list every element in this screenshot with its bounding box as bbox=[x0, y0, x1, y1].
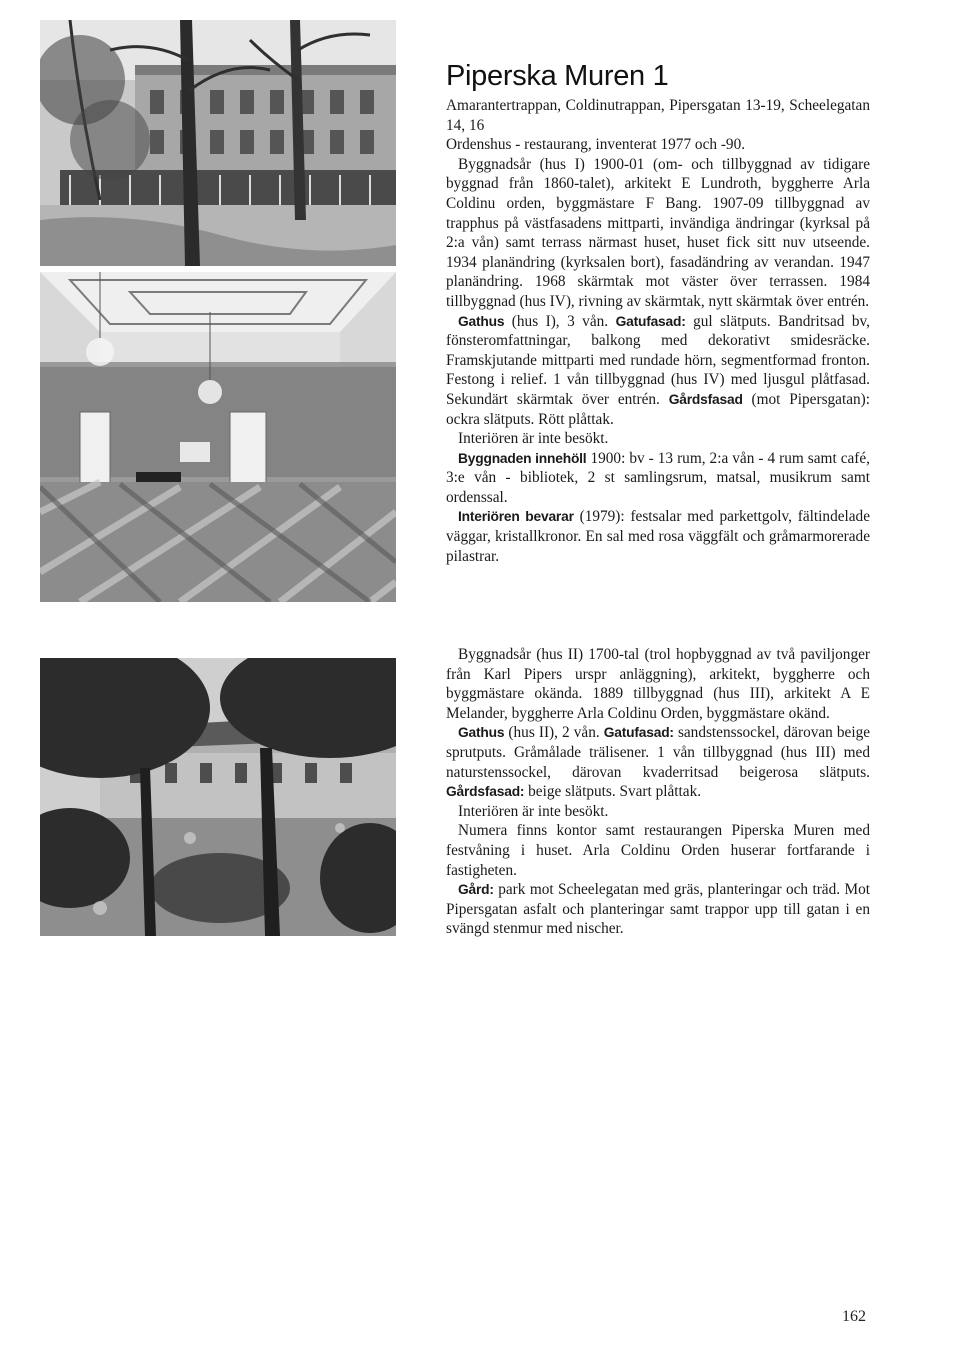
gardsfasad-label: Gårdsfasad bbox=[668, 391, 743, 407]
current-use: Numera finns kontor samt restaurangen Piperska Muren med festvåning i huset. Arla Coldinu Orden huserar fortfarande i fastigheten. bbox=[446, 822, 870, 879]
innehall-text: 1900: bv - 13 rum, 2:a vån - 4 rum samt café, 3:e vån - bibliotek, 2 st samlingsrum, matsal, musikrum samt ordenssal. bbox=[446, 449, 870, 506]
gard-label: Gård: bbox=[458, 882, 494, 898]
page-number: 162 bbox=[842, 1308, 866, 1325]
contents-paragraph bbox=[446, 449, 870, 508]
innehall-label: Byggnaden innehöll bbox=[458, 450, 587, 466]
gathus-text: (hus I), 3 vån. bbox=[511, 312, 609, 330]
building-history-2: Byggnadsår (hus II) 1700-tal (trol hopbyggnad av två paviljonger från Karl Pipers urspr anläggning), arkitekt, byggherre och byggmästare okända. 1889 tillbyggnad (hus III), arkitekt A E Melander, byggherre Arla Coldinu Orden, byggmästare okänd. bbox=[446, 646, 870, 722]
interior-note-2: Interiören är inte besökt. bbox=[458, 802, 609, 820]
building-history: Byggnadsår (hus I) 1900-01 (om- och tillbyggnad av tidigare byggnad från 1860-talet), arkitekt E Lundroth, byggherre Arla Coldinu orden, byggmästare F Bang. 1907-09 tillbyggnad av trapphus på västfasadens mittparti, invändiga ändringar (kyrksal på 2:a vån) samt terrass närmast huset, huset fick sitt nuv utseende. 1934 planändring (kyrksalen bort), fasadändring av verandan. 1947 planändring. 1968 skärmtak mot väster över terrassen. 1984 tillbyggnad (hus IV), rivning av skärmtak, nytt skärmtak över entrén. bbox=[446, 155, 870, 310]
facade-description-2 bbox=[446, 723, 870, 801]
gard-text: park mot Scheelegatan med gräs, planteringar och träd. Mot Pipersgatan asfalt och planteringar samt trappor upp till gatan i en svängd stenmur med nischer. bbox=[446, 881, 870, 938]
usage-note: Ordenshus - restaurang, inventerat 1977 och -90. bbox=[446, 136, 746, 154]
gatufasad-text: gul slätputs. Bandritsad bv, fönsteromfattningar, balkong med dekorativt smidesräcke. Framskjutande mittparti med rundade hörn, segmentformad fronton. Festong i relief. 1 vån tillbyggnad (hus IV) med ljusgul plåtfasad. Sekundärt skärmtak över entrén. bbox=[446, 312, 871, 408]
facade-description bbox=[446, 312, 870, 430]
gathus-label: Gathus bbox=[458, 313, 505, 329]
gatufasad-label-2: Gatufasad: bbox=[603, 725, 674, 741]
addresses: Amarantertrappan, Coldinutrappan, Pipersgatan 13-19, Scheelegatan 14, 16 bbox=[446, 97, 870, 134]
section-house-one bbox=[446, 96, 870, 566]
page-title: Piperska Muren 1 bbox=[446, 60, 669, 92]
photo-building-exterior bbox=[40, 20, 396, 266]
gathus-label-2: Gathus bbox=[458, 725, 505, 741]
photo-garden-pavilion bbox=[40, 658, 396, 936]
photo-festsal-interior bbox=[40, 272, 396, 602]
gardsfasad-label-2: Gårdsfasad: bbox=[446, 784, 525, 800]
preserved-paragraph bbox=[446, 507, 870, 566]
gatufasad-label: Gatufasad: bbox=[615, 313, 686, 329]
gatufasad-text-2: sandstenssockel, därovan beige sprutputs. Gråmålade trälisener. 1 vån tillbyggnad (hus III) med naturstenssockel, därovan kvaderritsad beigerosa slätputs. bbox=[446, 724, 871, 781]
yard-paragraph bbox=[446, 880, 870, 939]
gardsfasad-text: (mot Pipersgatan): ockra slätputs. Rött plåttak. bbox=[446, 390, 870, 428]
section-house-two bbox=[446, 645, 870, 939]
gardsfasad-text-2: beige slätputs. Svart plåttak. bbox=[528, 783, 702, 801]
interior-note: Interiören är inte besökt. bbox=[458, 430, 609, 448]
gathus-text-2: (hus II), 2 vån. bbox=[508, 724, 600, 742]
bevarar-text: (1979): festsalar med parkettgolv, fältindelade väggar, kristallkronor. En sal med rosa väggfält och gråmarmorerade pilastrar. bbox=[446, 508, 870, 565]
bevarar-label: Interiören bevarar bbox=[458, 509, 574, 525]
